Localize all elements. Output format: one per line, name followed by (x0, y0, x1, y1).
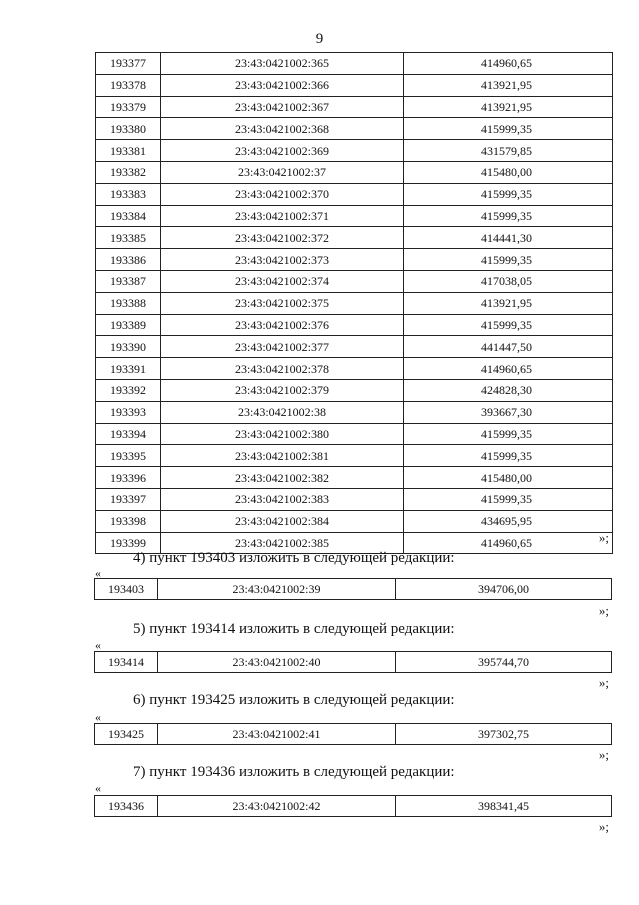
row-number: 193425 (95, 724, 158, 745)
row-number: 193381 (96, 140, 161, 162)
table-row (96, 488, 613, 510)
row-number: 193384 (96, 205, 161, 227)
amount: 415999,35 (404, 205, 613, 227)
amount: 414960,65 (404, 358, 613, 380)
cadastral-number: 23:43:0421002:380 (161, 423, 404, 445)
amount: 393667,30 (404, 401, 613, 423)
amount: 417038,05 (404, 270, 613, 292)
item-4-text: 4) пункт 193403 изложить в следующей редакции: (133, 550, 455, 566)
item-7-text: 7) пункт 193436 изложить в следующей редакции: (133, 764, 455, 780)
cadastral-number: 23:43:0421002:41 (158, 724, 396, 745)
cadastral-number: 23:43:0421002:371 (161, 205, 404, 227)
table-row (96, 205, 613, 227)
closing-quote: »; (598, 675, 609, 690)
row-number: 193389 (96, 314, 161, 336)
amount: 431579,85 (404, 140, 613, 162)
row-number: 193383 (96, 183, 161, 205)
opening-quote: « (95, 781, 101, 795)
amount: 398341,45 (396, 796, 612, 817)
row-number: 193399 (96, 532, 161, 554)
amount: 414441,30 (404, 227, 613, 249)
item-5-text: 5) пункт 193414 изложить в следующей редакции: (133, 621, 455, 637)
row-number: 193403 (95, 579, 158, 600)
table-row (96, 96, 613, 118)
item-5-table (94, 651, 612, 673)
cadastral-number: 23:43:0421002:38 (161, 401, 404, 423)
amount: 413921,95 (404, 74, 613, 96)
table-row (96, 379, 613, 401)
amount: 415480,00 (404, 467, 613, 489)
row-number: 193395 (96, 445, 161, 467)
cadastral-number: 23:43:0421002:383 (161, 488, 404, 510)
amount: 434695,95 (404, 510, 613, 532)
row-number: 193390 (96, 336, 161, 358)
table-row (96, 423, 613, 445)
table-row (96, 227, 613, 249)
amount: 415999,35 (404, 488, 613, 510)
row-number: 193387 (96, 270, 161, 292)
table-row (96, 74, 613, 96)
row-number: 193380 (96, 118, 161, 140)
amount: 414960,65 (404, 532, 613, 554)
cadastral-number: 23:43:0421002:375 (161, 292, 404, 314)
table-row (96, 270, 613, 292)
row-number: 193388 (96, 292, 161, 314)
amount: 394706,00 (396, 579, 612, 600)
amount: 415999,35 (404, 314, 613, 336)
amount: 415999,35 (404, 423, 613, 445)
closing-quote: »; (598, 603, 609, 618)
cadastral-number: 23:43:0421002:377 (161, 336, 404, 358)
cadastral-number: 23:43:0421002:367 (161, 96, 404, 118)
amount: 415999,35 (404, 445, 613, 467)
row-number: 193392 (96, 379, 161, 401)
table-row (95, 579, 612, 600)
cadastral-number: 23:43:0421002:378 (161, 358, 404, 380)
table-row (96, 467, 613, 489)
cadastral-number: 23:43:0421002:376 (161, 314, 404, 336)
amount: 441447,50 (404, 336, 613, 358)
opening-quote: « (95, 566, 101, 580)
table-row (96, 336, 613, 358)
amount: 395744,70 (396, 652, 612, 673)
row-number: 193385 (96, 227, 161, 249)
cadastral-number: 23:43:0421002:368 (161, 118, 404, 140)
table-row (95, 796, 612, 817)
table-row (96, 53, 613, 75)
main-table (95, 52, 613, 554)
table-row (96, 510, 613, 532)
cadastral-number: 23:43:0421002:381 (161, 445, 404, 467)
item-4-table (94, 578, 612, 600)
row-number: 193397 (96, 488, 161, 510)
cadastral-number: 23:43:0421002:366 (161, 74, 404, 96)
table-row (96, 401, 613, 423)
page-number: 9 (315, 31, 324, 47)
cadastral-number: 23:43:0421002:379 (161, 379, 404, 401)
row-number: 193391 (96, 358, 161, 380)
opening-quote: « (95, 710, 101, 724)
main-table-body (96, 53, 613, 554)
table-row (96, 140, 613, 162)
closing-quote: »; (598, 747, 609, 762)
cadastral-number: 23:43:0421002:42 (158, 796, 396, 817)
amount: 414960,65 (404, 53, 613, 75)
table-row (96, 118, 613, 140)
table-row (96, 358, 613, 380)
table-row (96, 292, 613, 314)
amount: 415999,35 (404, 183, 613, 205)
row-number: 193398 (96, 510, 161, 532)
cadastral-number: 23:43:0421002:40 (158, 652, 396, 673)
amount: 413921,95 (404, 96, 613, 118)
amount: 397302,75 (396, 724, 612, 745)
row-number: 193379 (96, 96, 161, 118)
amount: 415999,35 (404, 118, 613, 140)
cadastral-number: 23:43:0421002:384 (161, 510, 404, 532)
amount: 415999,35 (404, 249, 613, 271)
table-row (96, 183, 613, 205)
row-number: 193414 (95, 652, 158, 673)
item-6-table (94, 723, 612, 745)
item-7-table (94, 795, 612, 817)
amount: 413921,95 (404, 292, 613, 314)
row-number: 193436 (95, 796, 158, 817)
cadastral-number: 23:43:0421002:39 (158, 579, 396, 600)
row-number: 193386 (96, 249, 161, 271)
item-6-text: 6) пункт 193425 изложить в следующей редакции: (133, 692, 455, 708)
row-number: 193377 (96, 53, 161, 75)
cadastral-number: 23:43:0421002:373 (161, 249, 404, 271)
row-number: 193378 (96, 74, 161, 96)
closing-quote: »; (598, 819, 609, 834)
cadastral-number: 23:43:0421002:385 (161, 532, 404, 554)
table-row (96, 161, 613, 183)
closing-quote: »; (598, 530, 609, 545)
row-number: 193394 (96, 423, 161, 445)
amount: 424828,30 (404, 379, 613, 401)
table-row (96, 249, 613, 271)
cadastral-number: 23:43:0421002:369 (161, 140, 404, 162)
opening-quote: « (95, 638, 101, 652)
cadastral-number: 23:43:0421002:374 (161, 270, 404, 292)
table-row (96, 314, 613, 336)
cadastral-number: 23:43:0421002:382 (161, 467, 404, 489)
table-row (96, 445, 613, 467)
cadastral-number: 23:43:0421002:370 (161, 183, 404, 205)
cadastral-number: 23:43:0421002:37 (161, 161, 404, 183)
table-row (95, 724, 612, 745)
row-number: 193393 (96, 401, 161, 423)
table-row (95, 652, 612, 673)
row-number: 193396 (96, 467, 161, 489)
cadastral-number: 23:43:0421002:365 (161, 53, 404, 75)
cadastral-number: 23:43:0421002:372 (161, 227, 404, 249)
row-number: 193382 (96, 161, 161, 183)
amount: 415480,00 (404, 161, 613, 183)
